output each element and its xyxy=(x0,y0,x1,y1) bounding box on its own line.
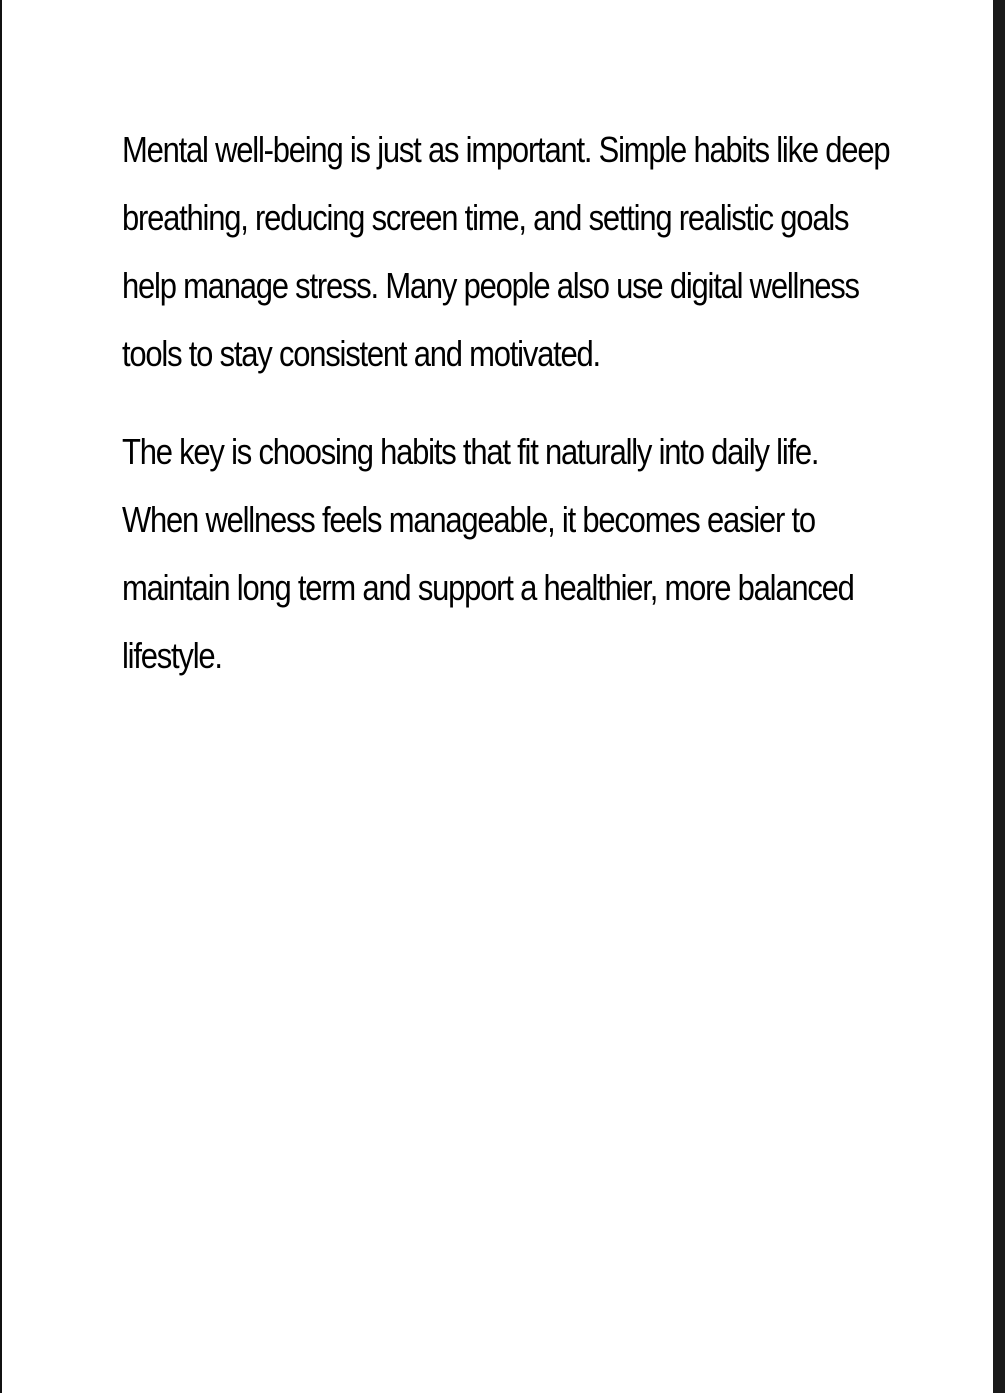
paragraph-choosing-habits: The key is choosing habits that fit naturally into daily life. When wellness feels manageable, it becomes easier to maintain long term and support a healthier, more balanced lifestyle. xyxy=(122,431,854,676)
scrollbar-track xyxy=(993,0,1005,1393)
paragraph-mental-wellbeing: Mental well-being is just as important. Simple habits like deep breathing, reducing screen time, and setting realistic goals help manage stress. Many people also use digital wellness tools to stay consistent and motivated. xyxy=(122,129,890,374)
article-body xyxy=(122,116,892,690)
